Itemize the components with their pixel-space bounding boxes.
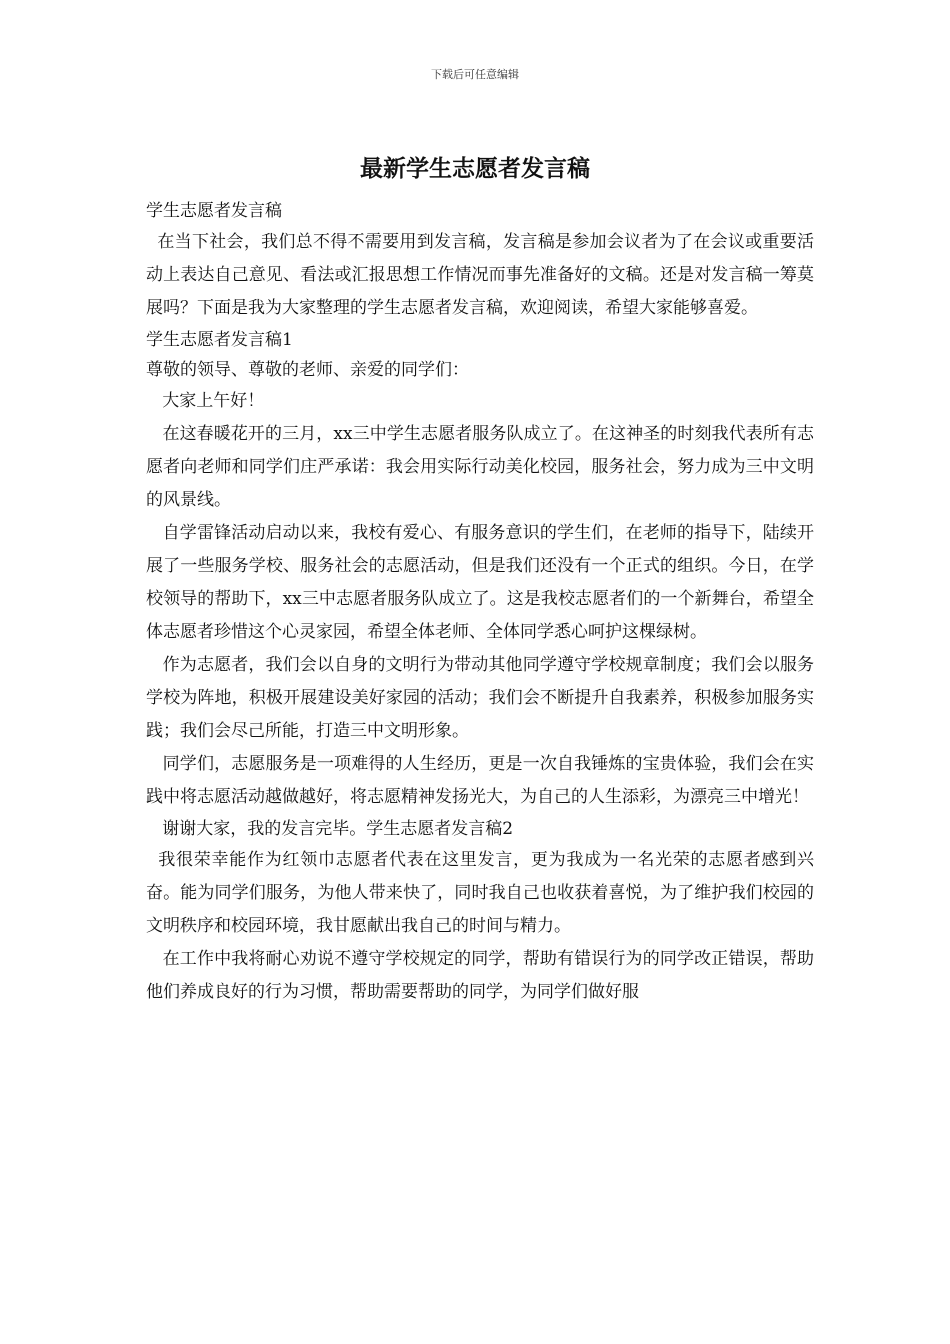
- paragraph-body: 同学们，志愿服务是一项难得的人生经历，更是一次自我锤炼的宝贵体验，我们会在实践中将志愿活动越做越好，将志愿精神发扬光大，为自己的人生添彩，为漂亮三中增光！: [146, 754, 815, 807]
- document-body: [146, 196, 814, 1009]
- paragraph-heading-1: 学生志愿者发言稿1: [146, 330, 293, 350]
- paragraph-closing: 谢谢大家，我的发言完毕。学生志愿者发言稿2: [146, 819, 514, 839]
- paragraph-body: 在工作中我将耐心劝说不遵守学校规定的同学，帮助有错误行为的同学改正错误，帮助他们养成良好的行为习惯，帮助需要帮助的同学，为同学们做好服: [146, 949, 815, 1002]
- paragraph-body: 自学雷锋活动启动以来，我校有爱心、有服务意识的学生们，在老师的指导下，陆续开展了一些服务学校、服务社会的志愿活动，但是我们还没有一个正式的组织。今日，在学校领导的帮助下，xx三中志愿者服务队成立了。这是我校志愿者们的一个新舞台，希望全体志愿者珍惜这个心灵家园，希望全体老师、全体同学悉心呵护这棵绿树。: [146, 523, 815, 642]
- header-note: 下载后可任意编辑: [431, 68, 519, 81]
- paragraph-body: 我很荣幸能作为红领巾志愿者代表在这里发言，更为我成为一名光荣的志愿者感到兴奋。能为同学们服务，为他人带来快了，同时我自己也收获着喜悦，为了维护我们校园的文明秩序和校园环境，我甘愿献出我自己的时间与精力。: [146, 850, 814, 936]
- paragraph-greeting: 大家上午好！: [146, 391, 265, 411]
- paragraph-subtitle: 学生志愿者发言稿: [146, 201, 282, 221]
- paragraph-salutation: 尊敬的领导、尊敬的老师、亲爱的同学们：: [146, 360, 469, 380]
- paragraph-body: 在这春暖花开的三月，xx三中学生志愿者服务队成立了。在这神圣的时刻我代表所有志愿者向老师和同学们庄严承诺：我会用实际行动美化校园，服务社会，努力成为三中文明的风景线。: [146, 424, 814, 510]
- document-title: 最新学生志愿者发言稿: [360, 155, 590, 182]
- paragraph-body: 作为志愿者，我们会以自身的文明行为带动其他同学遵守学校规章制度；我们会以服务学校为阵地，积极开展建设美好家园的活动；我们会不断提升自我素养，积极参加服务实践；我们会尽己所能，打造三中文明形象。: [146, 655, 815, 741]
- paragraph-intro: 在当下社会，我们总不得不需要用到发言稿，发言稿是参加会议者为了在会议或重要活动上表达自己意见、看法或汇报思想工作情况而事先准备好的文稿。还是对发言稿一筹莫展吗？下面是我为大家整理的学生志愿者发言稿，欢迎阅读，希望大家能够喜爱。: [146, 232, 815, 318]
